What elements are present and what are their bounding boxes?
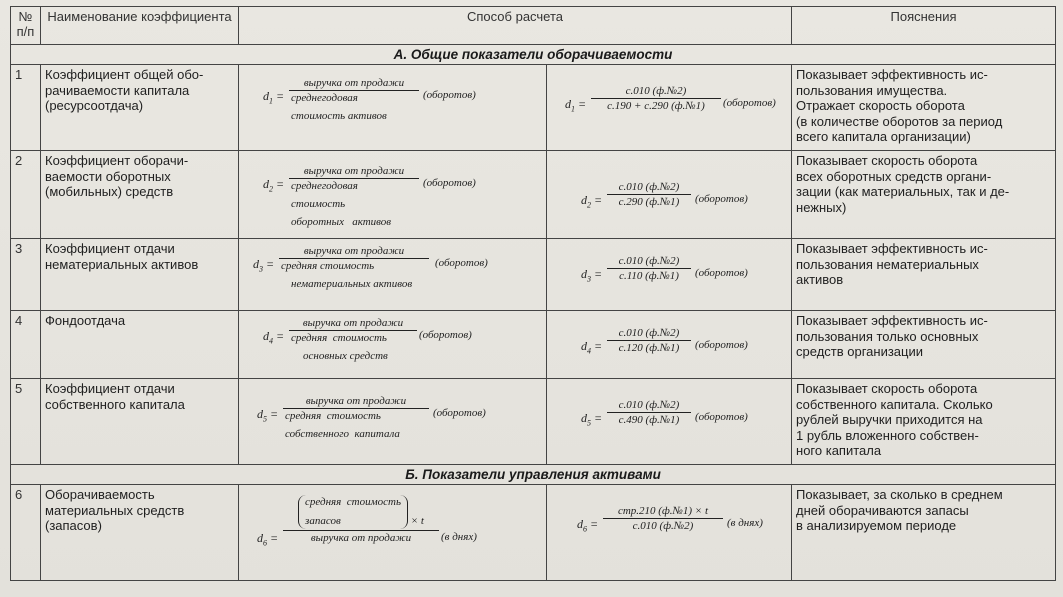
formula-unit: (оборотов) bbox=[695, 411, 748, 423]
formula-denominator: средняя стоимость основных средств bbox=[291, 332, 388, 362]
formula-denominator: с.290 (ф.№1) bbox=[618, 196, 680, 208]
formula-unit: (оборотов) bbox=[419, 329, 472, 341]
formula-numerator: выручка от продажи bbox=[303, 165, 405, 177]
formula-unit: (оборотов) bbox=[423, 177, 476, 189]
row-notes: Показывает скорость оборота собственного капитала. Сколько рублей выручки приходится на 1 рубль вложенного собствен- ного капитала bbox=[792, 379, 1056, 465]
formula-var: $d_1$ = bbox=[263, 89, 285, 106]
section-row-b bbox=[11, 465, 1056, 485]
formula-numerator: с.010 (ф.№2) bbox=[618, 399, 680, 411]
table-row bbox=[11, 485, 1056, 581]
formula-var: $d_5$ = bbox=[581, 411, 603, 428]
formula-var: $d_2$ = bbox=[581, 193, 603, 210]
formula-general bbox=[239, 311, 547, 379]
header-notes: Пояснения bbox=[792, 7, 1056, 45]
formula-numerator: выручка от продажи bbox=[302, 317, 404, 329]
formula-fraction bbox=[289, 165, 419, 228]
table-row bbox=[11, 151, 1056, 239]
row-num: 6 bbox=[11, 485, 41, 581]
formula-var: $d_4$ = bbox=[263, 329, 285, 346]
formula-unit: (оборотов) bbox=[423, 89, 476, 101]
row-notes: Показывает эффективность ис- пользования нематериальных активов bbox=[792, 239, 1056, 311]
section-title-a: А. Общие показатели оборачиваемости bbox=[11, 45, 1056, 65]
formula-numerator bbox=[283, 495, 439, 530]
formula-var: $d_6$ = bbox=[577, 517, 599, 534]
formula-fraction bbox=[607, 255, 691, 282]
formula-fraction bbox=[607, 399, 691, 426]
row-notes: Показывает, за сколько в среднем дней оборачиваются запасы в анализируемом периоде bbox=[792, 485, 1056, 581]
table-row bbox=[11, 65, 1056, 151]
formula-fraction bbox=[289, 77, 419, 122]
table-row bbox=[11, 311, 1056, 379]
section-title-b: Б. Показатели управления активами bbox=[11, 465, 1056, 485]
formula-var: $d_6$ = bbox=[257, 531, 279, 548]
row-name bbox=[41, 65, 239, 151]
formula-general bbox=[239, 65, 547, 151]
formula-unit: (оборотов) bbox=[433, 407, 486, 419]
formula-fraction bbox=[279, 245, 429, 290]
formula-balance bbox=[547, 379, 792, 465]
header-name: Наименование коэффициента bbox=[41, 7, 239, 45]
formula-unit: (оборотов) bbox=[723, 97, 776, 109]
section-row-a bbox=[11, 45, 1056, 65]
formula-fraction bbox=[607, 327, 691, 354]
formula-unit: (оборотов) bbox=[695, 339, 748, 351]
formula-balance bbox=[547, 239, 792, 311]
row-name: Фондоотдача bbox=[41, 311, 239, 379]
formula-var: $d_3$ = bbox=[581, 267, 603, 284]
formula-unit: (оборотов) bbox=[695, 193, 748, 205]
formula-var: $d_1$ = bbox=[565, 97, 587, 114]
row-name-text: Коэффициент общей обо- рачиваемости капитала (ресурсоотдача) bbox=[45, 67, 204, 113]
formula-numerator: стр.210 (ф.№1) × t bbox=[617, 505, 709, 517]
formula-denominator: средняя стоимость собственного капитала bbox=[285, 410, 400, 440]
formula-fraction bbox=[283, 395, 429, 440]
formula-balance bbox=[547, 65, 792, 151]
formula-numerator: выручка от продажи bbox=[303, 245, 405, 257]
row-notes: Показывает скорость оборота всех оборотных средств органи- зации (как материальных, так и де- нежных) bbox=[792, 151, 1056, 239]
formula-balance bbox=[547, 485, 792, 581]
formula-numerator: с.010 (ф.№2) bbox=[618, 181, 680, 193]
row-num: 5 bbox=[11, 379, 41, 465]
formula-fraction bbox=[607, 181, 691, 208]
formula-unit: (оборотов) bbox=[695, 267, 748, 279]
formula-denominator: с.490 (ф.№1) bbox=[618, 414, 680, 426]
header-num: № п/п bbox=[11, 7, 41, 45]
row-name: Оборачиваемость материальных средств (запасов) bbox=[41, 485, 239, 581]
formula-fraction bbox=[289, 317, 417, 362]
formula-parenthesis: средняя стоимость запасов bbox=[298, 495, 408, 529]
formula-denominator: с.010 (ф.№2) bbox=[632, 520, 694, 532]
formula-var: $d_2$ = bbox=[263, 177, 285, 194]
formula-denominator: с.120 (ф.№1) bbox=[618, 342, 680, 354]
table-row bbox=[11, 379, 1056, 465]
formula-balance bbox=[547, 311, 792, 379]
formula-numerator: выручка от продажи bbox=[303, 77, 405, 89]
formula-unit: (оборотов) bbox=[435, 257, 488, 269]
formula-denominator: с.110 (ф.№1) bbox=[619, 270, 679, 282]
row-notes: Показывает эффективность ис- пользования имущества. Отражает скорость оборота (в количестве оборотов за период всего капитала организации) bbox=[792, 65, 1056, 151]
formula-general bbox=[239, 239, 547, 311]
formula-unit: (в днях) bbox=[441, 531, 477, 543]
formula-var: $d_5$ = bbox=[257, 407, 279, 424]
formula-numerator: выручка от продажи bbox=[305, 395, 407, 407]
row-name: Коэффициент оборачи- ваемости оборотных (мобильных) средств bbox=[41, 151, 239, 239]
formula-denominator: среднегодовая стоимость оборотных активов bbox=[291, 180, 392, 228]
formula-multiplier: × t bbox=[410, 515, 424, 527]
formula-fraction bbox=[283, 495, 439, 544]
row-notes: Показывает эффективность ис- пользования только основных средств организации bbox=[792, 311, 1056, 379]
formula-fraction bbox=[591, 85, 721, 112]
formula-general bbox=[239, 151, 547, 239]
table-row bbox=[11, 239, 1056, 311]
row-num: 2 bbox=[11, 151, 41, 239]
header-row bbox=[11, 7, 1056, 45]
formula-denominator: с.190 + с.290 (ф.№1) bbox=[607, 100, 705, 112]
formula-var: $d_4$ = bbox=[581, 339, 603, 356]
formula-unit: (в днях) bbox=[727, 517, 763, 529]
formula-general bbox=[239, 379, 547, 465]
row-name: Коэффициент отдачи нематериальных активов bbox=[41, 239, 239, 311]
formula-numerator: с.010 (ф.№2) bbox=[618, 327, 680, 339]
formula-numerator: с.010 (ф.№2) bbox=[625, 85, 687, 97]
formula-var: $d_3$ = bbox=[253, 257, 275, 274]
formula-numerator: с.010 (ф.№2) bbox=[618, 255, 680, 267]
formula-fraction bbox=[603, 505, 723, 532]
row-name: Коэффициент отдачи собственного капитала bbox=[41, 379, 239, 465]
row-num: 3 bbox=[11, 239, 41, 311]
header-method: Способ расчета bbox=[239, 7, 792, 45]
row-num: 4 bbox=[11, 311, 41, 379]
coefficients-table bbox=[10, 6, 1056, 581]
formula-denominator: выручка от продажи bbox=[310, 532, 412, 544]
formula-denominator: средняя стоимость нематериальных активов bbox=[281, 260, 413, 290]
formula-balance bbox=[547, 151, 792, 239]
row-num: 1 bbox=[11, 65, 41, 151]
formula-denominator: среднегодовая стоимость активов bbox=[291, 92, 387, 122]
formula-general bbox=[239, 485, 547, 581]
